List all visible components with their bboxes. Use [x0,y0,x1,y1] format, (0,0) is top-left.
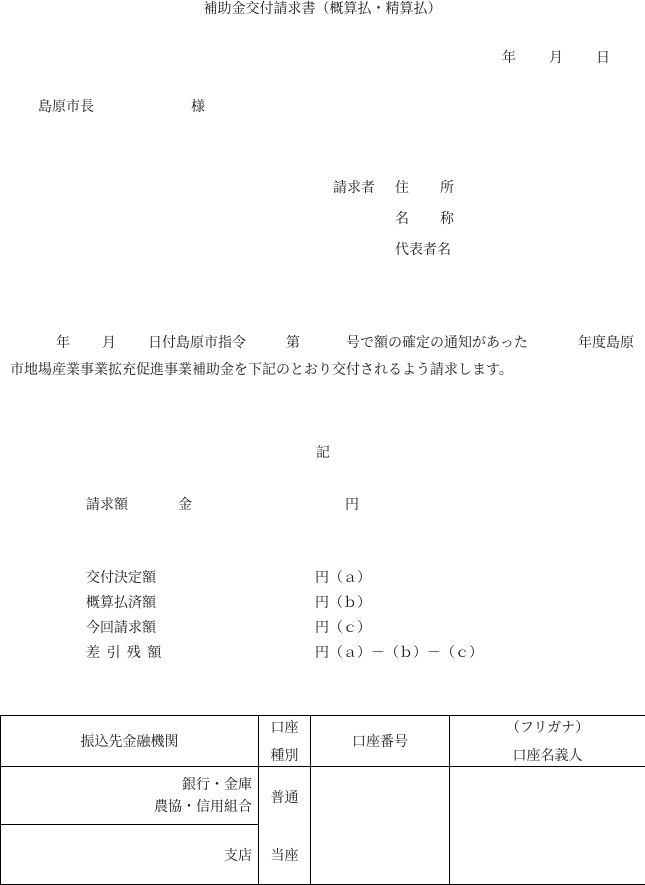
branch-label: 支店 [224,847,252,864]
name-label-2: 称 [440,211,454,227]
branch-cell[interactable] [1,825,259,885]
body-notice-text: 号で額の確定の通知があった [346,335,528,351]
breakdown-value-c: 円（ｃ） [315,620,371,636]
body-date-directive: 日付島原市指令 [148,335,246,351]
body-fiscal-year: 年度島原 [578,335,634,351]
header-furigana: （フリガナ） [505,720,590,736]
address-label-1: 住 [395,180,409,196]
header-account-holder [450,716,645,767]
breakdown-label-balance: 差 引 残 額 [86,645,163,661]
breakdown-value-balance: 円（ａ）－（ｂ）－（ｃ） [315,645,483,661]
addressee-name: 島原市長 [38,99,94,115]
name-label-1: 名 [395,211,409,227]
requester-label: 請求者 [333,180,375,196]
account-type-ordinary: 普通 [270,789,299,806]
header-holder-name: 口座名義人 [512,748,583,764]
request-amount-kin: 金 [178,497,192,513]
representative-label: 代表者名 [395,242,451,258]
document-title: 補助金交付請求書（概算払・精算払） [203,1,442,17]
header-account-type [259,716,311,767]
bank-type-bank: 銀行・金庫 [182,776,252,793]
account-type-cell[interactable] [259,767,311,885]
breakdown-label-b: 概算払済額 [86,595,156,611]
addressee-honorific: 様 [191,99,205,115]
account-holder-cell[interactable] [450,767,645,885]
request-amount-label: 請求額 [86,497,128,513]
header-account-type-line2: 種別 [270,748,299,764]
body-line-2: 市地場産業事業拡充促進事業補助金を下記のとおり交付されるよう請求します。 [10,362,513,378]
breakdown-value-a: 円（ａ） [315,570,371,586]
header-account-type-line1: 口座 [270,720,299,736]
body-dai: 第 [286,335,300,351]
bank-transfer-table [0,715,645,885]
date-day-label: 日 [596,50,610,66]
account-type-current: 当座 [270,847,299,864]
request-amount-yen: 円 [345,497,359,513]
date-month-label: 月 [549,50,563,66]
breakdown-value-b: 円（ｂ） [315,595,371,611]
bank-type-coop: 農協・信用組合 [154,798,252,815]
breakdown-label-c: 今回請求額 [86,620,156,636]
body-year: 年 [56,335,70,351]
header-account-number: 口座番号 [311,716,450,767]
breakdown-label-a: 交付決定額 [86,570,156,586]
header-financial-institution: 振込先金融機関 [1,716,259,767]
address-label-2: 所 [440,180,454,196]
date-year-label: 年 [502,50,516,66]
ki-heading: 記 [316,445,330,461]
bank-name-cell[interactable] [1,767,259,825]
account-number-cell[interactable] [311,767,450,885]
body-month: 月 [102,335,116,351]
